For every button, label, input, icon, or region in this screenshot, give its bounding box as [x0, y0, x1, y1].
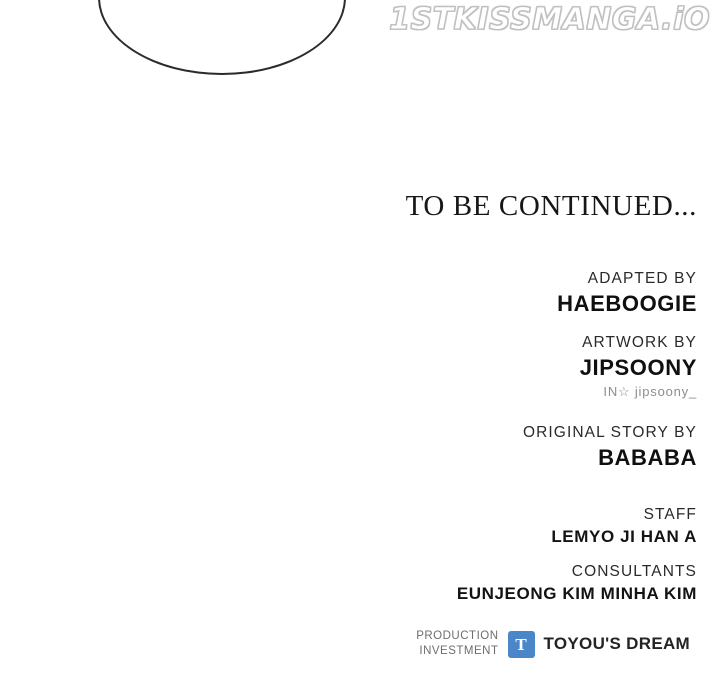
toyous-dream-logo-text: TOYOU'S DREAM	[543, 634, 690, 654]
credit-name-value: JIPSOONY	[579, 355, 697, 381]
credit-group-staff	[27, 505, 697, 548]
production-label: PRODUCTION	[416, 629, 499, 642]
credit-role-label: ORIGINAL STORY BY	[522, 424, 697, 442]
credit-role-label: CONSULTANTS	[571, 563, 697, 581]
credit-role-label: ARTWORK BY	[582, 334, 697, 352]
credit-group-artwork	[27, 333, 697, 401]
credit-role-label: ADAPTED BY	[587, 270, 697, 287]
production-investment-labels	[416, 629, 498, 660]
credits-block	[27, 190, 697, 621]
site-watermark: 1STKISSMANGA.iO	[389, 2, 710, 37]
production-footer	[416, 629, 690, 660]
credit-consultant-names: EUNJEONG KIM MINHA KIM	[456, 584, 697, 604]
investment-label: INVESTMENT	[419, 645, 499, 658]
credit-group-consultants	[27, 562, 697, 605]
credit-name-value: HAEBOOGIE	[557, 290, 697, 316]
credit-social-handle: IN☆ jipsoony_	[603, 383, 697, 399]
credit-role-label: STAFF	[643, 506, 697, 524]
toyous-dream-logo-icon: T	[508, 631, 535, 658]
to-be-continued-text: TO BE CONTINUED...	[405, 190, 697, 222]
credit-name-value: BABABA	[598, 444, 697, 470]
credit-staff-names: LEMYO JI HAN A	[551, 527, 697, 547]
credit-group-adapted	[27, 269, 697, 317]
credit-group-original-story	[27, 423, 697, 471]
partial-circle-outline-icon	[98, 0, 346, 75]
